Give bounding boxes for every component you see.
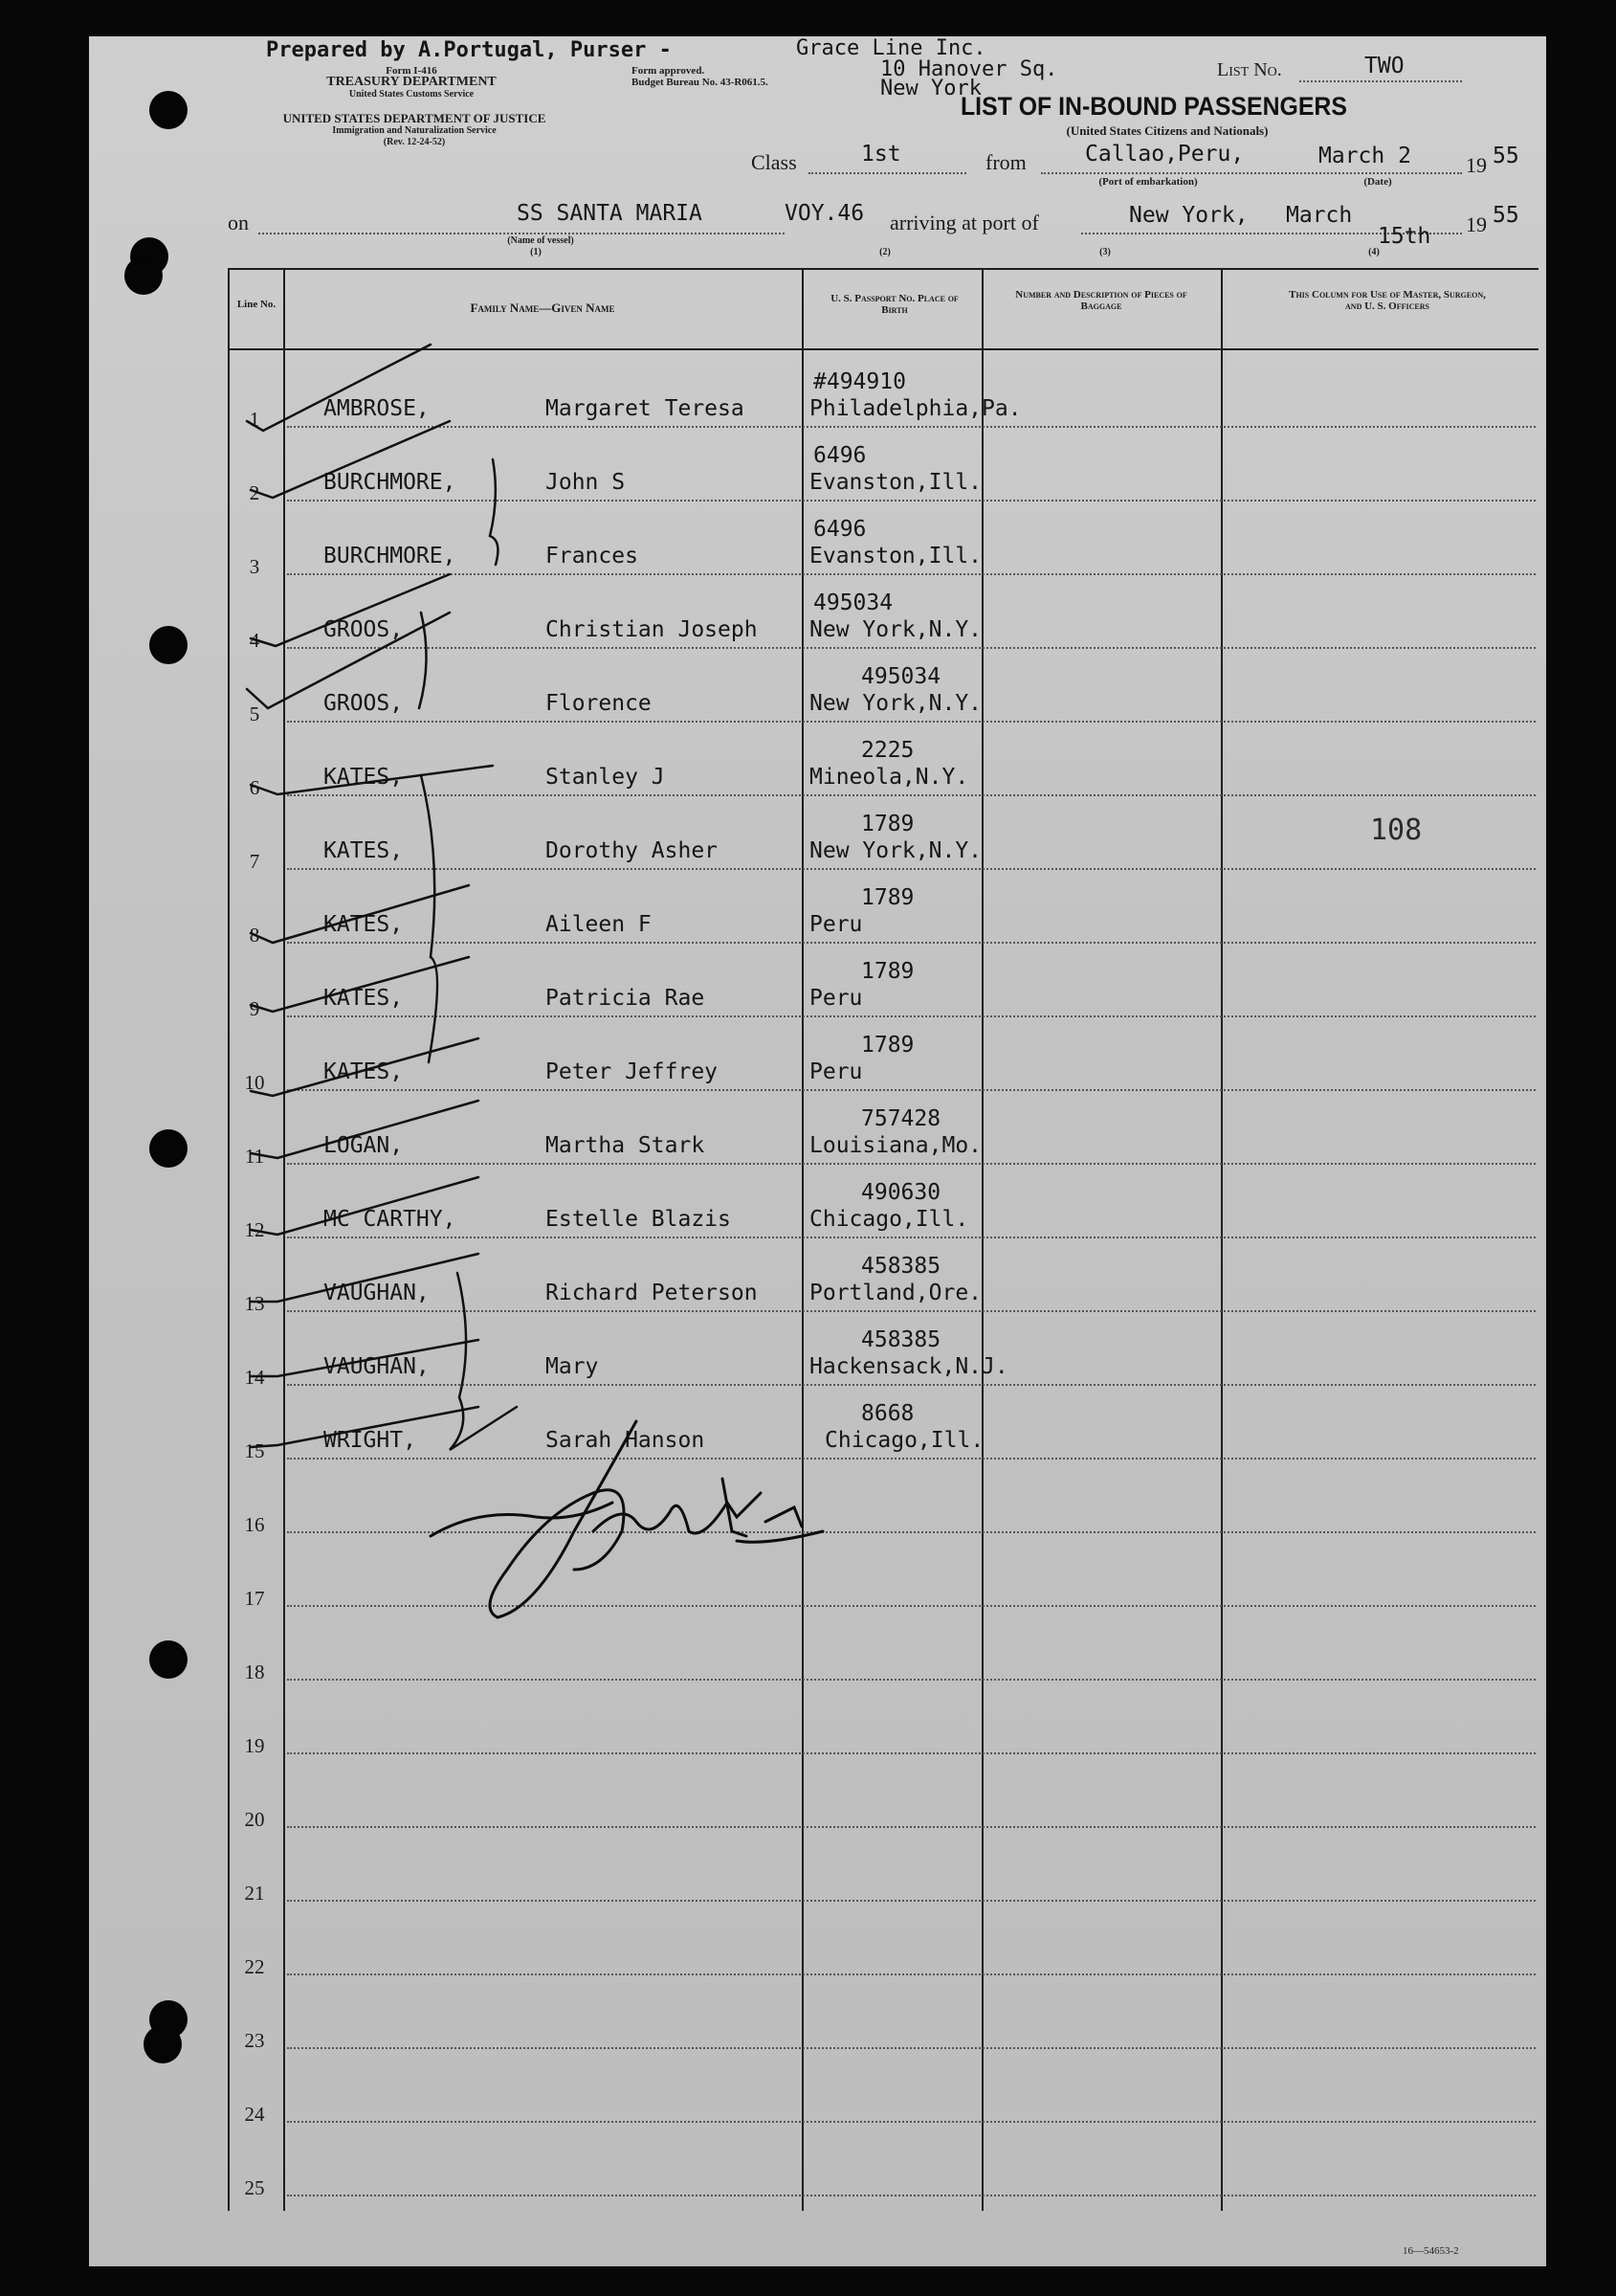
col-header-name: Family Name—Given Name (470, 301, 615, 315)
arrival-port: New York, (1129, 203, 1249, 228)
passport-number: 8668 (861, 1401, 915, 1426)
given-name: Peter Jeffrey (545, 1059, 719, 1084)
family-name: KATES, (323, 912, 404, 937)
voyage-number: VOY.46 (785, 201, 865, 226)
birthplace: Evanston,Ill. (809, 470, 983, 495)
line-number: 18 (244, 1661, 265, 1683)
col-header-line-no: Line No. (236, 299, 277, 310)
line-number: 10 (244, 1071, 265, 1094)
company-name: Grace Line Inc. (796, 36, 986, 60)
list-subtitle: (United States Citizens and Nationals) (1066, 123, 1269, 138)
family-name: KATES, (323, 986, 404, 1011)
class-label: Class (751, 150, 797, 174)
birthplace: New York,N.Y. (809, 617, 983, 642)
given-name: Dorothy Asher (545, 838, 719, 863)
line-number: 4 (249, 629, 260, 652)
departure-date: March 2 (1318, 144, 1411, 168)
birthplace: Philadelphia,Pa. (809, 396, 1022, 421)
line-number: 6 (249, 776, 260, 799)
col-header-baggage: Number and Description of Pieces of Baggage (1015, 289, 1187, 312)
list-number: TWO (1364, 54, 1405, 78)
line-number: 13 (244, 1292, 265, 1315)
given-name: Richard Peterson (545, 1281, 758, 1305)
line-number: 12 (244, 1218, 265, 1241)
line-number: 15 (244, 1439, 265, 1462)
family-name: LOGAN, (323, 1133, 404, 1158)
vessel-caption: (Name of vessel) (507, 235, 574, 246)
given-name: Frances (545, 544, 638, 568)
line-number: 22 (244, 1955, 265, 1978)
family-name: WRIGHT, (323, 1428, 416, 1453)
print-code: 16—54653-2 (1403, 2245, 1459, 2257)
family-name: KATES, (323, 1059, 404, 1084)
family-name: VAUGHAN, (323, 1354, 430, 1379)
family-name: KATES, (323, 838, 404, 863)
given-name: Christian Joseph (545, 617, 758, 642)
given-name: John S (545, 470, 626, 495)
family-name: GROOS, (323, 617, 404, 642)
birthplace: New York,N.Y. (809, 838, 983, 863)
arrival-day: 15th (1378, 224, 1431, 249)
given-name: Estelle Blazis (545, 1207, 731, 1232)
birthplace: Portland,Ore. (809, 1281, 983, 1305)
passport-number: 495034 (813, 591, 894, 615)
on-label: on (228, 211, 249, 234)
line-number: 24 (244, 2103, 265, 2126)
line-number: 3 (249, 555, 260, 578)
passport-number: 6496 (813, 517, 867, 542)
arrival-year-prefix: 19 (1466, 212, 1487, 236)
caption-4: (4) (1368, 247, 1380, 257)
line-number: 20 (244, 1808, 265, 1831)
passport-number: 1789 (861, 885, 915, 910)
birthplace: Peru (809, 1059, 863, 1084)
line-number: 16 (244, 1513, 265, 1536)
birthplace: Chicago,Ill. (809, 1207, 969, 1232)
list-title: LIST OF IN-BOUND PASSENGERS (961, 92, 1347, 121)
customs-service: United States Customs Service (348, 89, 475, 100)
year-prefix: 19 (1466, 153, 1487, 177)
passport-number: 1789 (861, 812, 915, 836)
embarkation-port: Callao,Peru, (1085, 142, 1245, 167)
birthplace: Hackensack,N.J. (809, 1354, 1008, 1379)
arrival-year: 55 (1493, 203, 1519, 228)
birthplace: New York,N.Y. (809, 691, 983, 716)
passport-number: 6496 (813, 443, 867, 468)
given-name: Florence (545, 691, 652, 716)
birthplace: Louisiana,Mo. (809, 1133, 983, 1158)
col-header-officers: This Column for Use of Master, Surgeon, and U. S. Officers (1289, 289, 1486, 312)
line-number: 9 (249, 997, 260, 1020)
given-name: Mary (545, 1354, 599, 1379)
line-number: 17 (244, 1587, 265, 1610)
passport-number: 1789 (861, 959, 915, 984)
birthplace: Mineola,N.Y. (809, 765, 969, 790)
line-number: 8 (249, 924, 260, 947)
class-value: 1st (861, 142, 901, 167)
company-address-1: 10 Hanover Sq. (880, 57, 1058, 81)
passport-number: 757428 (861, 1106, 941, 1131)
caption-2: (2) (879, 247, 891, 257)
port-caption: (Port of embarkation) (1098, 176, 1198, 188)
line-number: 7 (249, 850, 260, 873)
vessel-name: SS SANTA MARIA (517, 201, 702, 226)
justice-dept: UNITED STATES DEPARTMENT OF JUSTICE (282, 111, 546, 125)
caption-1: (1) (530, 247, 542, 257)
passport-number: 495034 (861, 664, 941, 689)
form-approved: Form approved. (631, 65, 705, 77)
given-name: Stanley J (545, 765, 665, 790)
passport-number: #494910 (813, 369, 906, 394)
arrival-month: March (1286, 203, 1353, 228)
line-number: 2 (249, 481, 260, 504)
given-name: Sarah Hanson (545, 1428, 705, 1453)
given-name: Margaret Teresa (545, 396, 744, 421)
family-name: BURCHMORE, (323, 470, 456, 495)
treasury-dept: TREASURY DEPARTMENT (326, 75, 497, 89)
birthplace: Chicago,Ill. (825, 1428, 985, 1453)
line-number: 19 (244, 1734, 265, 1757)
family-name: VAUGHAN, (323, 1281, 430, 1305)
immigration-service: Immigration and Naturalization Service (332, 125, 497, 136)
company-address-2: New York (880, 77, 982, 100)
col-header-passport: U. S. Passport No. Place of Birth (830, 293, 959, 316)
from-label: from (985, 150, 1027, 174)
form-revision: (Rev. 12-24-52) (383, 137, 446, 147)
passport-number: 490630 (861, 1180, 941, 1205)
passport-number: 458385 (861, 1327, 941, 1352)
departure-year: 55 (1493, 144, 1519, 168)
line-number: 14 (244, 1366, 265, 1389)
line-number: 23 (244, 2029, 265, 2052)
officer-stamp: 108 (1370, 814, 1423, 847)
date-caption: (Date) (1363, 176, 1392, 188)
arriving-label: arriving at port of (890, 211, 1039, 234)
form-number: Form I-416 (386, 65, 437, 77)
given-name: Aileen F (545, 912, 652, 937)
family-name: GROOS, (323, 691, 404, 716)
caption-3: (3) (1099, 247, 1111, 257)
passport-number: 2225 (861, 738, 915, 763)
passport-number: 1789 (861, 1033, 915, 1058)
family-name: MC CARTHY, (323, 1207, 456, 1232)
list-no-label: List No. (1217, 59, 1282, 80)
family-name: AMBROSE, (323, 396, 430, 421)
signature-mark (431, 1421, 823, 1617)
passport-number: 458385 (861, 1254, 941, 1279)
birthplace: Peru (809, 986, 863, 1011)
birthplace: Evanston,Ill. (809, 544, 983, 568)
given-name: Martha Stark (545, 1133, 705, 1158)
family-name: KATES, (323, 765, 404, 790)
given-name: Patricia Rae (545, 986, 705, 1011)
budget-bureau: Budget Bureau No. 43-R061.5. (631, 77, 768, 88)
family-name: BURCHMORE, (323, 544, 456, 568)
birthplace: Peru (809, 912, 863, 937)
line-number: 21 (244, 1882, 265, 1905)
line-number: 5 (249, 702, 260, 725)
prepared-by: Prepared by A.Portugal, Purser - (266, 38, 672, 62)
line-number: 25 (244, 2176, 265, 2199)
line-number: 1 (249, 408, 260, 431)
line-number: 11 (244, 1145, 265, 1168)
